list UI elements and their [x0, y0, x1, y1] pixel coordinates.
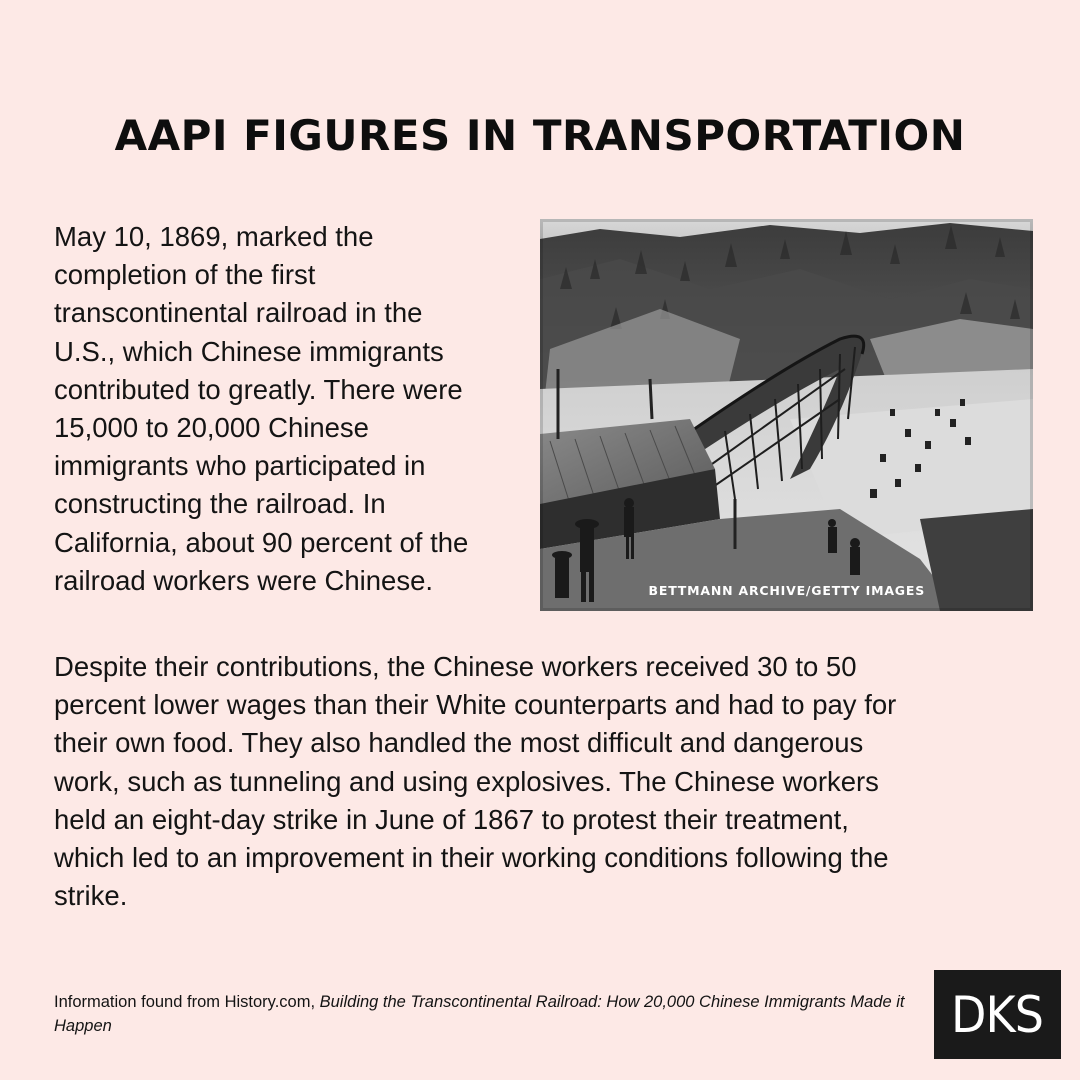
source-prefix: Information found from History.com, [54, 993, 320, 1011]
logo-text: DKS [951, 985, 1044, 1044]
photo-illustration [540, 219, 1033, 611]
intro-paragraph: May 10, 1869, marked the completion of the first transcontinental railroad in the U.S., which Chinese immigrants contributed to greatly. There were 15,000 to 20,000 Chinese immigrants who participated in constructing the railroad. In California, about 90 percent of the railroad workers were Chinese. [54, 221, 469, 596]
photo-credit: BETTMANN ARCHIVE/GETTY IMAGES [648, 583, 925, 598]
source-article-title: Building the Transcontinental Railroad: How 20,000 Chinese Immigrants Made it Happen [54, 993, 905, 1035]
body-paragraph: Despite their contributions, the Chinese workers received 30 to 50 percent lower wages than their White counterparts and had to pay for their own food. They also handled the most difficult and dangerous work, such as tunneling and using explosives. The Chinese workers held an eight-day strike in June of 1867 to protest their treatment, which led to an improvement in their working conditions following the strike. [54, 651, 897, 912]
railroad-trestle-photo [540, 219, 1033, 611]
source-citation [54, 990, 914, 1038]
page-title: AAPI FIGURES IN TRANSPORTATION [114, 111, 966, 160]
dks-logo [934, 970, 1061, 1059]
